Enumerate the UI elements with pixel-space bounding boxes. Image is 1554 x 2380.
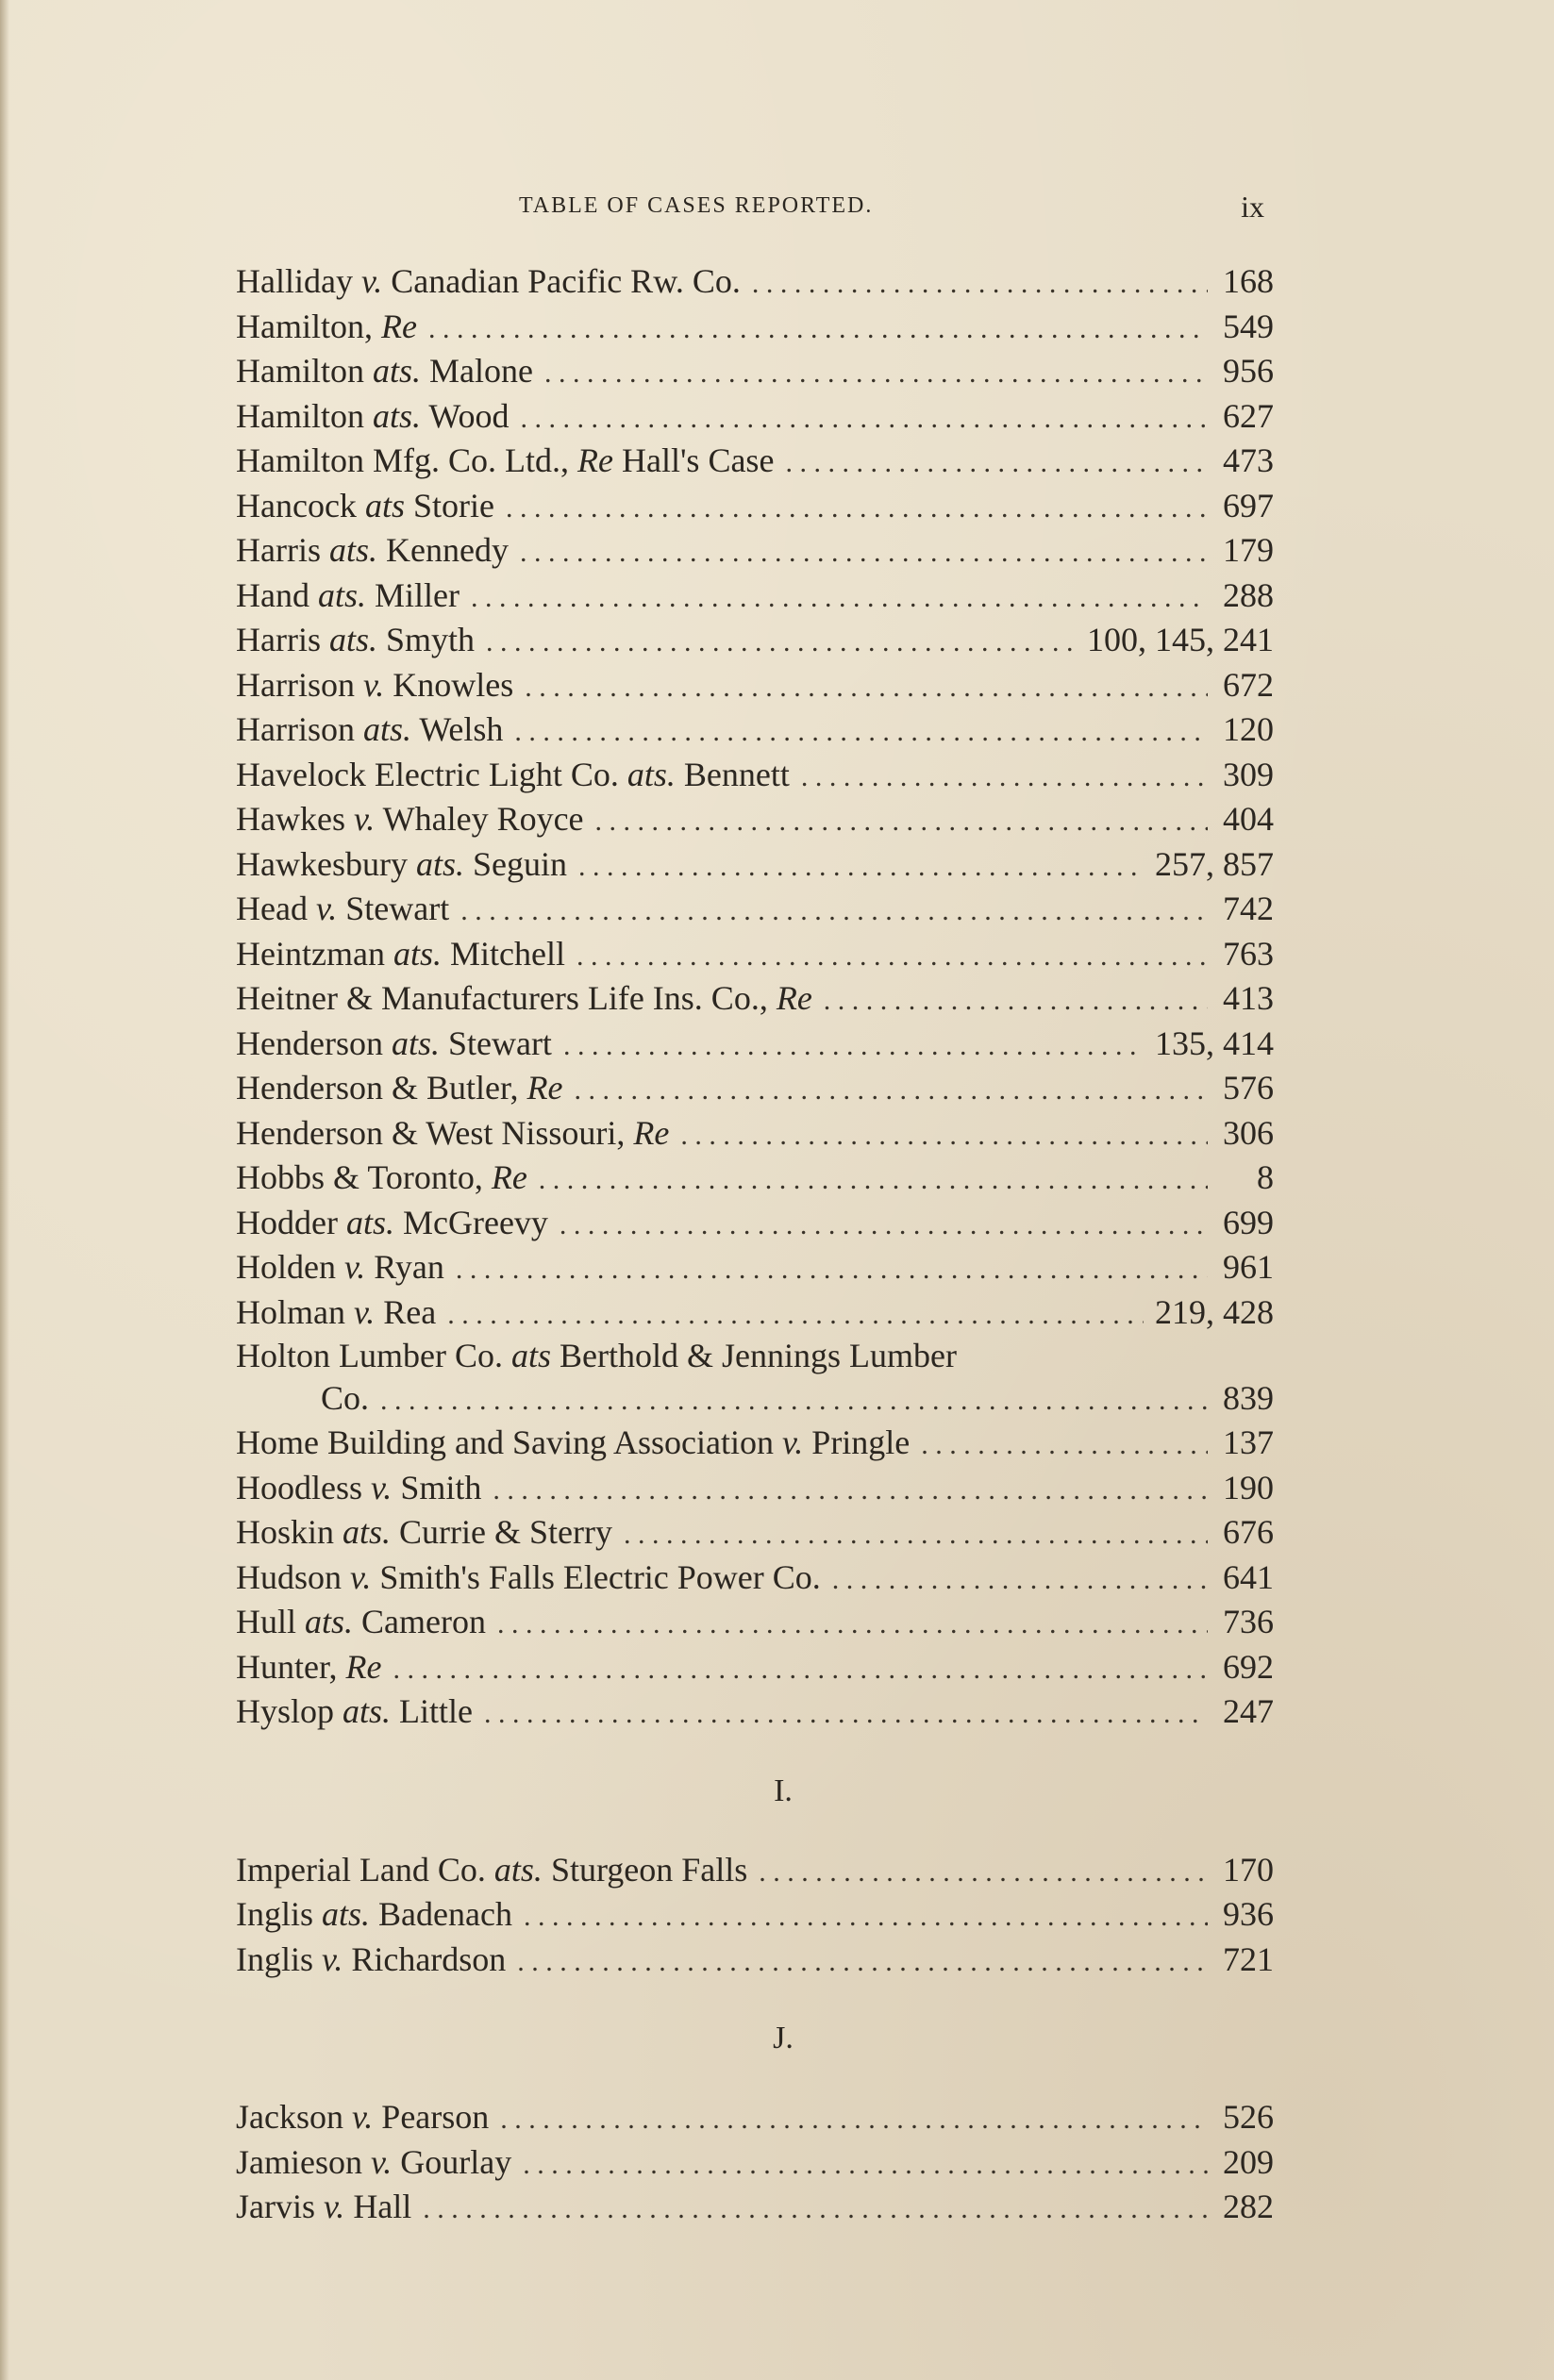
page-reference: 168	[1223, 262, 1274, 300]
case-entry	[236, 1600, 1274, 1645]
case-party: Hand	[236, 575, 318, 614]
case-connector: Re	[526, 1069, 563, 1107]
case-connector: v.	[362, 665, 385, 704]
page-reference: 641	[1223, 1557, 1274, 1596]
case-title	[236, 1510, 612, 1556]
case-party: Head	[236, 890, 316, 927]
dot-leader	[624, 1512, 1208, 1557]
case-entry	[236, 2185, 1274, 2230]
case-connector: ats.	[393, 934, 442, 973]
dot-leader	[484, 1691, 1208, 1737]
case-title	[236, 1645, 382, 1690]
case-party: Hamilton	[236, 352, 373, 390]
case-entry	[236, 2140, 1274, 2186]
case-title	[236, 394, 509, 440]
case-entry	[236, 1066, 1274, 1111]
dot-leader	[456, 1247, 1208, 1292]
case-entry	[236, 1421, 1274, 1466]
case-entry	[236, 1466, 1274, 1511]
case-title	[236, 1848, 747, 1893]
page-reference: 404	[1223, 800, 1274, 838]
case-entry-first-line	[236, 1335, 1274, 1376]
case-party: Miller	[366, 575, 460, 614]
case-party: Knowles	[384, 665, 514, 704]
dot-leader	[393, 1647, 1209, 1692]
case-entry	[236, 797, 1274, 842]
case-connector: ats.	[328, 621, 377, 658]
case-party: Heintzman	[236, 934, 393, 973]
case-connector: v.	[353, 800, 376, 838]
case-party: Bennett	[675, 755, 790, 793]
page-reference: 549	[1223, 307, 1274, 345]
case-entry	[236, 1689, 1274, 1735]
dot-leader	[563, 1024, 1144, 1069]
page-reference: 839	[1223, 1379, 1274, 1417]
case-party: Hawkesbury	[236, 844, 416, 883]
case-party: Halliday	[236, 262, 361, 300]
case-connector: ats.	[343, 1692, 392, 1730]
case-connector: ats.	[343, 1513, 392, 1551]
page-reference: 282	[1223, 2188, 1274, 2225]
dot-leader	[500, 2097, 1208, 2142]
case-party: Jamieson	[236, 2142, 371, 2181]
dot-leader	[497, 1602, 1208, 1647]
case-party: Wood	[421, 396, 510, 435]
case-connector: v.	[322, 1939, 343, 1978]
case-party: Sturgeon Falls	[542, 1850, 748, 1889]
case-connector: ats.	[362, 710, 411, 748]
page-reference: 288	[1223, 575, 1274, 614]
case-party: Richardson	[343, 1939, 507, 1978]
case-party: Storie	[404, 486, 494, 524]
case-entry	[236, 394, 1274, 440]
case-entry	[236, 932, 1274, 977]
case-party: Ryan	[365, 1248, 444, 1286]
page-reference: 190	[1223, 1468, 1274, 1506]
case-entry	[236, 1201, 1274, 1246]
case-entry	[236, 1022, 1274, 1067]
case-party: Cameron	[353, 1603, 486, 1640]
case-entry	[236, 259, 1274, 305]
case-title	[236, 528, 509, 574]
case-party: McGreevy	[393, 1203, 548, 1241]
page-reference: 8	[1257, 1158, 1274, 1196]
dot-leader	[471, 575, 1208, 621]
dot-leader	[801, 755, 1208, 800]
case-title	[236, 1556, 821, 1601]
page-reference: 697	[1223, 486, 1274, 524]
case-party: Seguin	[463, 844, 567, 883]
case-connector: ats.	[317, 575, 366, 614]
case-party: Home Building and Saving Association	[236, 1423, 782, 1461]
case-connector: Re	[345, 1647, 382, 1686]
case-party: Hodder	[236, 1203, 346, 1241]
case-connector: v.	[353, 1292, 376, 1331]
page-reference: 742	[1223, 890, 1274, 927]
page-reference: 309	[1223, 755, 1274, 793]
page-reference: 526	[1223, 2098, 1274, 2136]
case-connector: v.	[324, 2188, 345, 2225]
case-party: Smith's Falls Electric Power Co.	[371, 1557, 821, 1596]
case-title	[236, 1466, 481, 1511]
case-entry	[236, 618, 1274, 663]
case-connector: ats.	[391, 1024, 440, 1062]
case-party: Inglis	[236, 1939, 323, 1978]
dot-leader	[428, 307, 1208, 352]
case-party: Pringle	[803, 1423, 911, 1461]
case-title	[236, 797, 584, 842]
page-reference: 209	[1223, 2142, 1274, 2181]
case-connector: ats.	[322, 1895, 371, 1933]
dot-leader	[824, 978, 1208, 1024]
dot-leader	[578, 844, 1144, 890]
case-party: Welsh	[410, 710, 504, 748]
case-party: Henderson & West Nissouri,	[236, 1113, 634, 1152]
case-connector: v.	[371, 1468, 393, 1506]
page-reference: 473	[1223, 441, 1274, 479]
case-party: Whaley Royce	[375, 800, 584, 838]
case-title	[236, 707, 503, 753]
case-party: Hull	[236, 1603, 306, 1640]
case-party: Hall	[344, 2188, 412, 2225]
case-connector: v.	[351, 2098, 374, 2136]
case-party: Smith	[392, 1468, 482, 1506]
case-title	[236, 976, 812, 1022]
case-party: Havelock Electric Light Co.	[236, 755, 627, 793]
dot-leader	[520, 530, 1208, 575]
case-party: Holden	[236, 1248, 344, 1286]
case-party: Heitner & Manufacturers Life Ins. Co.,	[236, 979, 777, 1017]
case-party: Imperial Land Co.	[236, 1850, 494, 1889]
case-title	[236, 1600, 486, 1645]
page-reference: 170	[1223, 1850, 1274, 1889]
dot-leader	[832, 1557, 1208, 1603]
case-party: Jarvis	[236, 2188, 324, 2225]
case-party: Pearson	[373, 2098, 490, 2136]
case-title	[236, 2185, 411, 2230]
case-entry	[236, 1510, 1274, 1556]
dot-leader	[520, 396, 1208, 441]
case-connector: ats	[364, 486, 405, 524]
case-title	[236, 1201, 548, 1246]
case-connector: Re	[633, 1113, 670, 1152]
page-reference: 576	[1223, 1069, 1274, 1107]
case-party: Henderson	[236, 1024, 392, 1062]
dot-leader	[514, 709, 1208, 755]
dot-leader	[680, 1113, 1208, 1158]
case-entry	[236, 1645, 1274, 1690]
dot-leader	[574, 1068, 1208, 1113]
dot-leader	[576, 934, 1208, 979]
case-title	[236, 1892, 512, 1938]
case-party: Badenach	[370, 1895, 512, 1933]
case-connector: Re	[491, 1158, 527, 1196]
dot-leader	[921, 1423, 1208, 1468]
page-reference: 736	[1223, 1603, 1274, 1640]
case-entry	[236, 1111, 1274, 1157]
case-party: Holman	[236, 1292, 354, 1331]
case-party: Malone	[421, 352, 533, 390]
dot-leader	[447, 1292, 1144, 1338]
case-party: Hawkes	[236, 800, 354, 838]
case-title	[236, 1022, 552, 1067]
case-connector: ats.	[372, 396, 421, 435]
case-connector: ats.	[493, 1850, 543, 1889]
page-reference: 936	[1223, 1895, 1274, 1933]
case-party: Hamilton,	[236, 307, 381, 345]
case-title	[236, 1066, 562, 1111]
case-entry	[236, 1335, 1274, 1421]
dot-leader	[493, 1468, 1208, 1513]
page-reference: 135, 414	[1155, 1024, 1274, 1062]
case-title	[236, 842, 567, 888]
dot-leader	[544, 351, 1208, 396]
dot-leader	[525, 665, 1208, 710]
page-reference: 137	[1223, 1423, 1274, 1461]
case-title	[236, 932, 565, 977]
case-party: Mitchell	[441, 934, 565, 973]
case-entry	[236, 439, 1274, 484]
case-party: Canadian Pacific Rw. Co.	[382, 262, 741, 300]
running-title: TABLE OF CASES REPORTED.	[519, 193, 874, 218]
page-reference: 699	[1223, 1203, 1274, 1241]
case-title	[236, 349, 533, 394]
case-party: Hamilton Mfg. Co. Ltd.,	[236, 441, 577, 479]
page-reference: 179	[1223, 531, 1274, 569]
case-party: Stewart	[439, 1024, 552, 1062]
case-entry	[236, 574, 1274, 619]
case-entry	[236, 1245, 1274, 1290]
dot-leader	[752, 261, 1208, 307]
case-title	[236, 305, 417, 350]
dot-leader	[759, 1850, 1208, 1895]
case-title	[236, 1156, 527, 1201]
case-party: Harrison	[236, 710, 363, 748]
case-party: Hyslop	[236, 1692, 343, 1730]
case-entry	[236, 663, 1274, 708]
page-reference: 413	[1223, 979, 1274, 1017]
case-party: Hamilton	[236, 396, 373, 435]
case-party: Kennedy	[376, 531, 509, 569]
case-party: Little	[391, 1692, 474, 1730]
page-reference: 627	[1223, 396, 1274, 435]
case-connector: ats.	[372, 352, 421, 390]
case-party: Berthold & Jennings Lumber	[551, 1337, 957, 1374]
case-party: Henderson & Butler,	[236, 1069, 527, 1107]
case-entry	[236, 2095, 1274, 2140]
dot-leader	[539, 1157, 1208, 1203]
case-title	[236, 618, 475, 663]
case-connector: v.	[343, 1248, 366, 1286]
case-title	[236, 259, 741, 305]
case-connector: v.	[350, 1557, 372, 1596]
case-entry	[236, 887, 1274, 932]
page-reference: 956	[1223, 352, 1274, 390]
case-title	[236, 1111, 669, 1157]
case-entry	[236, 1290, 1274, 1336]
case-connector: ats.	[345, 1203, 394, 1241]
case-entry	[236, 484, 1274, 529]
dot-leader	[785, 441, 1208, 486]
case-party: Inglis	[236, 1895, 323, 1933]
case-party: Hall's Case	[612, 441, 775, 479]
page-reference: 306	[1223, 1113, 1274, 1152]
case-connector: v.	[370, 2142, 393, 2181]
dot-leader	[380, 1378, 1208, 1423]
case-title	[236, 887, 449, 932]
case-party: Harris	[236, 531, 329, 569]
case-connector: Re	[577, 441, 613, 479]
case-connector: v.	[781, 1423, 804, 1461]
dot-leader	[560, 1203, 1208, 1248]
case-title	[236, 1689, 473, 1735]
case-entry	[236, 976, 1274, 1022]
dot-leader	[523, 2142, 1208, 2188]
case-party: Harrison	[236, 665, 363, 704]
dot-leader	[517, 1939, 1208, 1985]
case-connector: ats.	[328, 531, 377, 569]
case-party: Hudson	[236, 1557, 351, 1596]
case-title	[236, 1938, 506, 1983]
case-title	[236, 1337, 957, 1374]
case-title	[236, 1245, 444, 1290]
case-connector: ats.	[415, 844, 464, 883]
case-party: Currie & Sterry	[391, 1513, 612, 1551]
case-entry	[236, 753, 1274, 798]
case-title-continuation: Co.	[321, 1379, 370, 1417]
case-connector: ats	[510, 1337, 551, 1374]
case-entry	[236, 305, 1274, 350]
page-reference: 257, 857	[1155, 844, 1274, 883]
case-party: Harris	[236, 621, 329, 658]
dot-leader	[506, 486, 1208, 531]
case-party: Gourlay	[392, 2142, 512, 2181]
page-number: ix	[1241, 190, 1264, 224]
page-reference: 961	[1223, 1248, 1274, 1286]
section-letter-heading: I.	[774, 1773, 793, 1808]
dot-leader	[524, 1894, 1208, 1939]
case-party: Hancock	[236, 486, 365, 524]
page-reference: 692	[1223, 1647, 1274, 1686]
dot-leader	[486, 620, 1076, 665]
case-title	[236, 484, 494, 529]
case-connector: ats.	[305, 1603, 354, 1640]
page-reference: 100, 145, 241	[1087, 621, 1274, 658]
case-party: Hoskin	[236, 1513, 343, 1551]
case-title	[236, 2095, 489, 2140]
case-connector: Re	[380, 307, 417, 345]
case-entry	[236, 349, 1274, 394]
case-title	[236, 2140, 511, 2186]
case-party: Stewart	[337, 890, 450, 927]
page-reference: 120	[1223, 710, 1274, 748]
case-party: Hunter,	[236, 1647, 346, 1686]
running-head	[236, 190, 1264, 224]
page-reference: 672	[1223, 665, 1274, 704]
case-title	[236, 1290, 436, 1336]
case-entry-continuation	[236, 1376, 1274, 1421]
case-entry	[236, 1156, 1274, 1201]
case-connector: v.	[360, 262, 383, 300]
section-letter-heading: J.	[773, 2021, 794, 2055]
table-of-cases	[236, 259, 1274, 2230]
case-entry	[236, 1556, 1274, 1601]
page-reference: 721	[1223, 1939, 1274, 1978]
case-connector: v.	[315, 890, 338, 927]
case-title	[236, 574, 460, 619]
case-connector: Re	[776, 979, 812, 1017]
case-party: Jackson	[236, 2098, 352, 2136]
case-party: Smyth	[376, 621, 476, 658]
case-connector: ats.	[627, 755, 676, 793]
page-reference: 219, 428	[1155, 1292, 1274, 1331]
case-title	[236, 663, 513, 708]
case-title	[236, 1421, 910, 1466]
case-entry	[236, 1938, 1274, 1983]
case-entry	[236, 842, 1274, 888]
dot-leader	[460, 889, 1208, 934]
page-reference: 676	[1223, 1513, 1274, 1551]
case-entry	[236, 1848, 1274, 1893]
case-party: Hoodless	[236, 1468, 371, 1506]
case-title	[236, 439, 774, 484]
page-reference: 763	[1223, 934, 1274, 973]
case-entry	[236, 528, 1274, 574]
case-title	[236, 753, 790, 798]
dot-leader	[595, 799, 1208, 844]
case-entry	[236, 1892, 1274, 1938]
dot-leader	[423, 2187, 1208, 2232]
case-party: Holton Lumber Co.	[236, 1337, 511, 1374]
case-entry	[236, 707, 1274, 753]
case-party: Hobbs & Toronto,	[236, 1158, 492, 1196]
case-party: Rea	[375, 1292, 437, 1331]
page-reference: 247	[1223, 1692, 1274, 1730]
